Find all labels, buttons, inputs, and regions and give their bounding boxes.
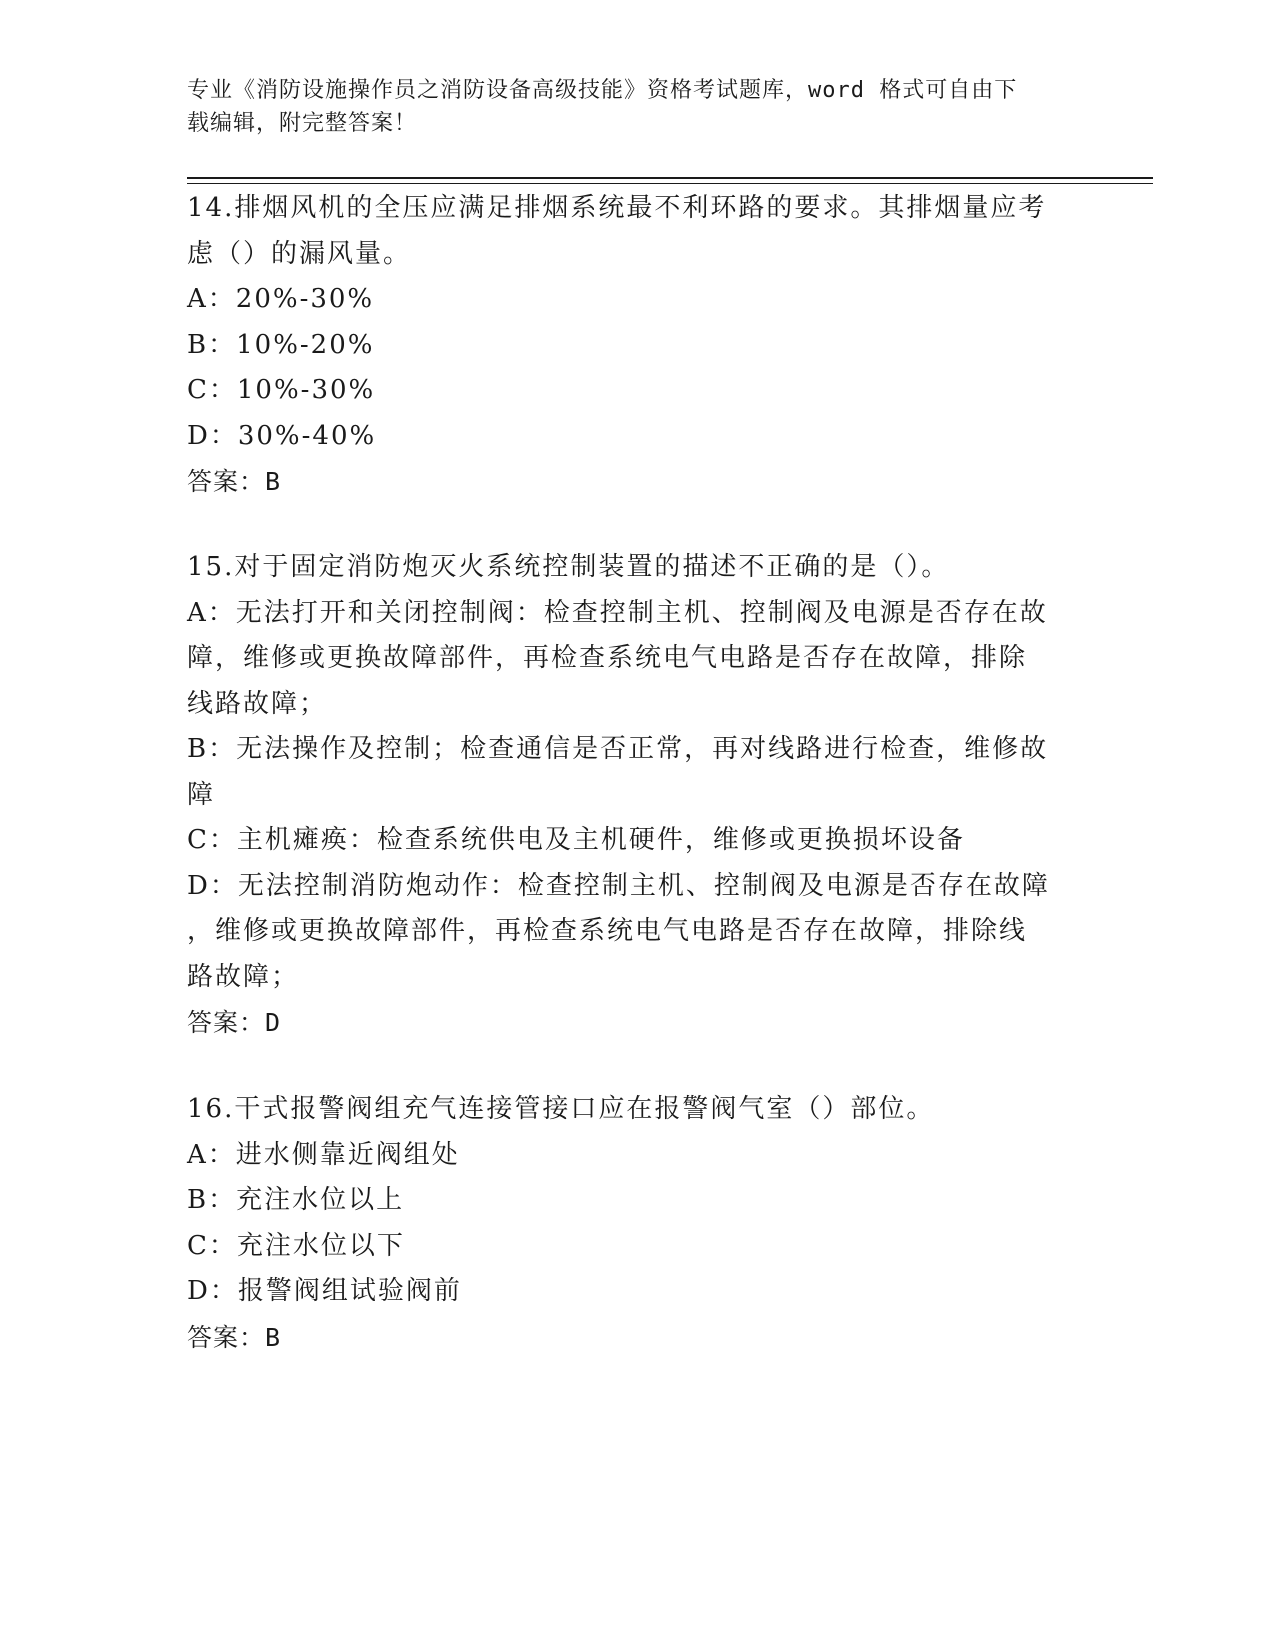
- answer-label: 答案：B: [187, 467, 282, 496]
- option-a-continued: 线路故障；: [187, 688, 328, 719]
- document-header: [187, 74, 1087, 140]
- option-c: C：主机瘫痪：检查系统供电及主机硬件，维修或更换损坏设备: [187, 825, 965, 855]
- option-d: D：报警阀组试验阀前: [187, 1276, 462, 1306]
- option-d-continued: ，维修或更换故障部件，再检查系统电气电路是否存在故障，排除线: [187, 916, 1028, 946]
- option-a: A：20%-30%: [187, 284, 375, 314]
- option-a: A：无法打开和关闭控制阀：检查控制主机、控制阀及电源是否存在故: [187, 597, 1048, 628]
- question-14: [187, 186, 1087, 505]
- option-b: B：充注水位以上: [187, 1185, 405, 1215]
- header-line: 载编辑，附完整答案！: [187, 111, 418, 136]
- option-c: C：充注水位以下: [187, 1230, 405, 1261]
- option-c: C：10%-30%: [187, 375, 376, 405]
- option-b: B：10%-20%: [187, 329, 375, 360]
- question-16: [187, 1087, 1087, 1360]
- option-d: D：无法控制消防炮动作：检查控制主机、控制阀及电源是否存在故障: [187, 870, 1050, 901]
- question-stem: 15.对于固定消防炮灭火系统控制装置的描述不正确的是（）。: [187, 552, 950, 582]
- question-15: [187, 545, 1087, 1046]
- option-a-continued: 障，维修或更换故障部件，再检查系统电气电路是否存在故障，排除: [187, 643, 1028, 673]
- option-d-continued: 路故障；: [187, 961, 300, 992]
- answer-label: 答案：D: [187, 1008, 282, 1037]
- question-stem: 14.排烟风机的全压应满足排烟系统最不利环路的要求。其排烟量应考: [187, 193, 1047, 223]
- option-d: D：30%-40%: [187, 420, 377, 451]
- answer-label: 答案：B: [187, 1322, 282, 1352]
- option-b-continued: 障: [187, 779, 216, 810]
- header-divider: [187, 177, 1153, 179]
- header-line: 专业《消防设施操作员之消防设备高级技能》资格考试题库，word 格式可自由下: [187, 78, 1018, 103]
- question-stem: 虑（）的漏风量。: [187, 238, 412, 269]
- option-a: A：进水侧靠近阀组处: [187, 1139, 460, 1170]
- option-b: B：无法操作及控制；检查通信是否正常，再对线路进行检查，维修故: [187, 734, 1049, 764]
- question-stem: 16.干式报警阀组充气连接管接口应在报警阀气室（）部位。: [187, 1094, 935, 1124]
- header-divider-thin: [187, 183, 1153, 184]
